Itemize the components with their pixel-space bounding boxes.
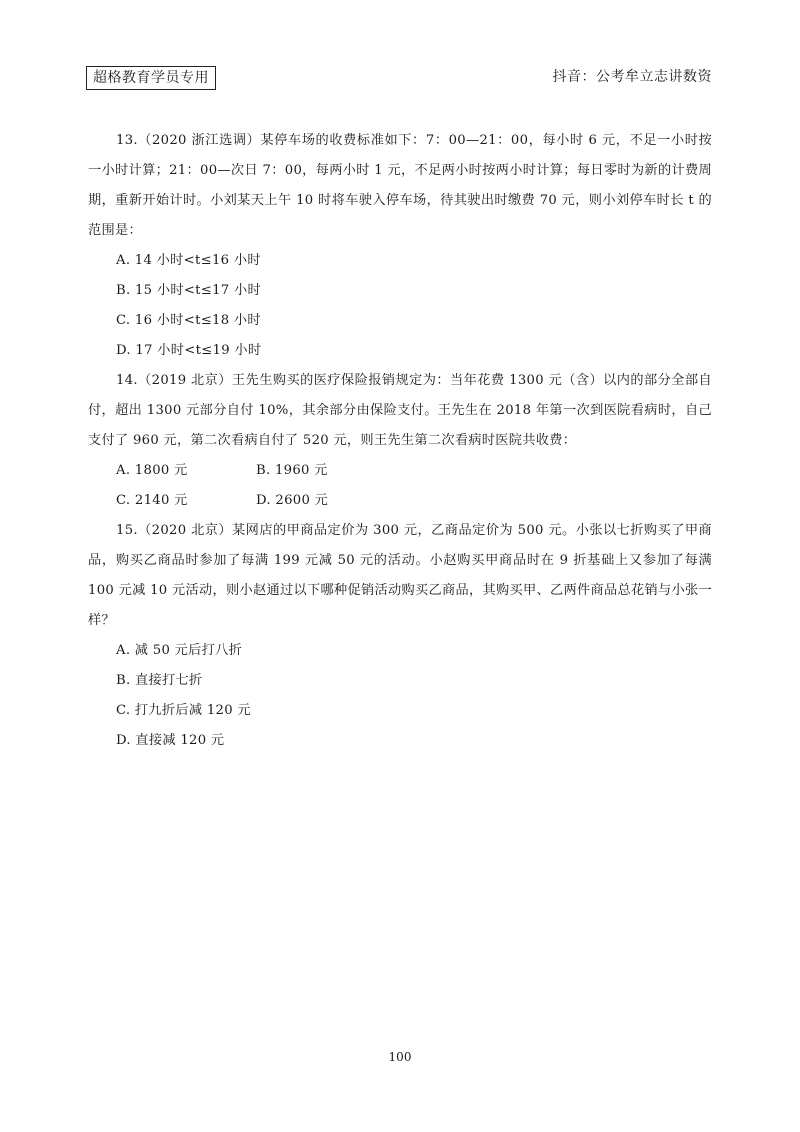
- author-label: 抖音：公考牟立志讲数资: [552, 69, 712, 85]
- question-14-option-c: C. 2140 元: [116, 493, 188, 508]
- watermark-label: 超格教育学员专用: [86, 66, 216, 90]
- question-13-text: 13.（2020 浙江选调）某停车场的收费标准如下：7：00—21：00，每小时 6 元，不足一小时按一小时计算；21：00—次日 7：00，每两小时 1 元，不足两小时按两小时计算；每日零时为新的计费周期，重新开始计时。小刘某天上午 10 时将车驶入停车场，待其驶出时缴费 70 元，则小刘停车时长 t 的范围是：: [88, 133, 712, 238]
- question-15-option-b: B. 直接打七折: [116, 673, 203, 688]
- question-15-text: 15.（2020 北京）某网店的甲商品定价为 300 元，乙商品定价为 500 元。小张以七折购买了甲商品，购买乙商品时参加了每满 199 元减 50 元的活动。小赵购买甲商品时在 9 折基础上又参加了每满 100 元减 10 元活动，则小赵通过以下哪种促销活动购买乙商品，其购买甲、乙两件商品总花销与小张一样？: [88, 523, 712, 628]
- question-14-option-d: D. 2600 元: [256, 493, 329, 508]
- question-14-option-a: A. 1800 元: [116, 463, 188, 478]
- question-13-option-a: A. 14 小时<t≤16 小时: [116, 253, 261, 268]
- question-13-option-c: C. 16 小时<t≤18 小时: [116, 313, 261, 328]
- question-14-text: 14.（2019 北京）王先生购买的医疗保险报销规定为：当年花费 1300 元（含）以内的部分全部自付，超出 1300 元部分自付 10%，其余部分由保险支付。王先生在 2018 年第一次到医院看病时，自己支付了 960 元，第二次看病自付了 520 元，则王先生第二次看病时医院共收费：: [88, 373, 712, 448]
- document-body: [88, 126, 712, 756]
- question-15-option-a: A. 减 50 元后打八折: [116, 643, 243, 658]
- question-15: [88, 516, 712, 756]
- question-14: [88, 366, 712, 516]
- question-14-options-row-1: [88, 456, 712, 486]
- question-15-option-d: D. 直接减 120 元: [116, 733, 225, 748]
- question-14-option-b: B. 1960 元: [256, 463, 328, 478]
- question-13: [88, 126, 712, 366]
- page-number: 100: [388, 1050, 412, 1064]
- question-13-option-b: B. 15 小时<t≤17 小时: [116, 283, 261, 298]
- question-15-option-c: C. 打九折后减 120 元: [116, 703, 251, 718]
- question-13-option-d: D. 17 小时<t≤19 小时: [116, 343, 262, 358]
- question-14-options-row-2: [88, 486, 712, 516]
